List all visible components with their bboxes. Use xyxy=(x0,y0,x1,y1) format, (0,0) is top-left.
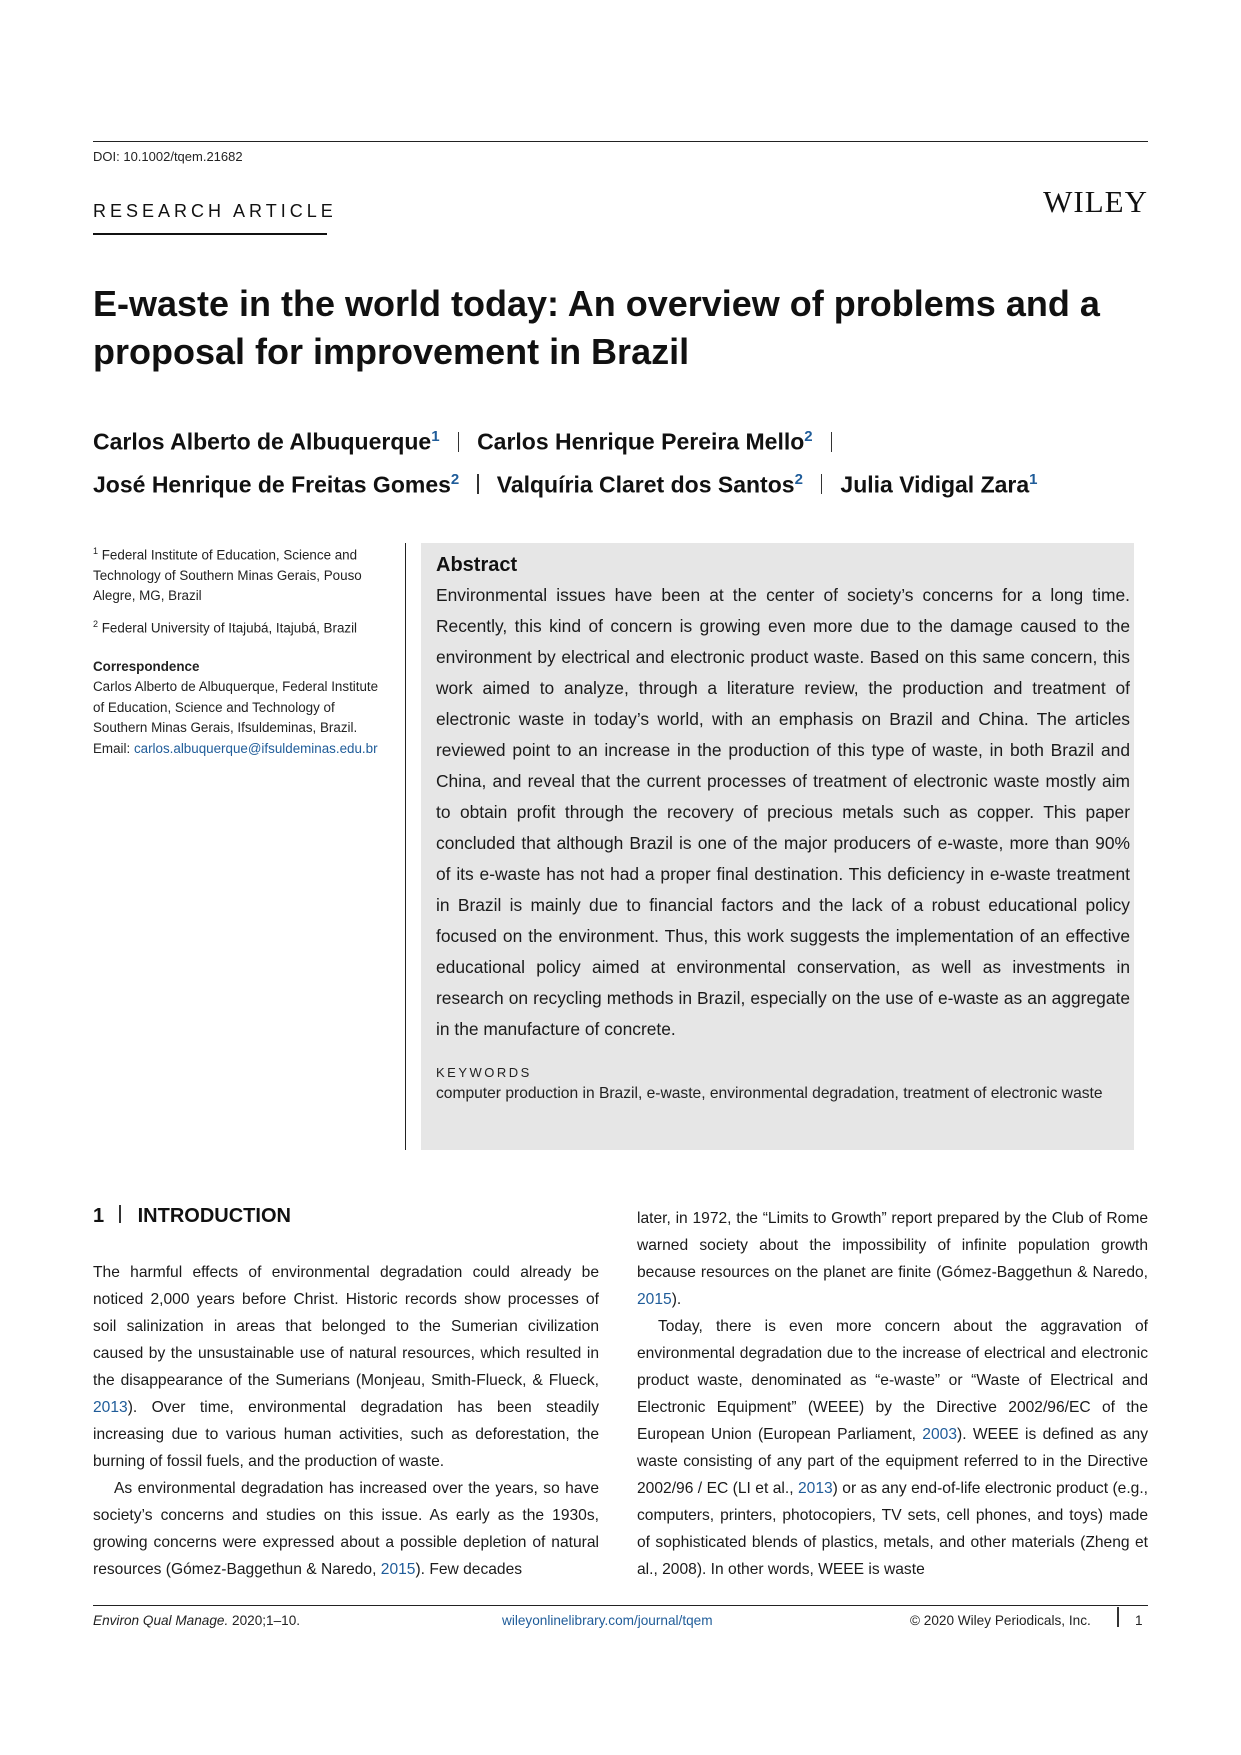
journal-volume: 2020;1–10. xyxy=(228,1613,301,1628)
section-separator xyxy=(119,1205,121,1223)
abstract-divider xyxy=(405,543,406,1150)
affiliation-1 xyxy=(93,541,385,607)
email-link[interactable]: carlos.albuquerque@ifsuldeminas.edu.br xyxy=(133,740,378,756)
abstract-heading: Abstract xyxy=(436,554,518,576)
author-separator xyxy=(821,474,823,494)
affiliation-number: 2 xyxy=(93,618,99,629)
copyright: © 2020 Wiley Periodicals, Inc. xyxy=(910,1613,1091,1628)
article-type: RESEARCH ARTICLE xyxy=(93,201,337,221)
citation-link[interactable]: 2015 xyxy=(380,1561,416,1578)
author-affiliation-mark[interactable]: 1 xyxy=(1029,470,1038,488)
author-line-1 xyxy=(93,418,1153,461)
text-run: ) or as any end-of-life electronic product (e.g., computers, printers, photocopiers, TV sets, cell phones, and toys) made of sophisticated blends of plastics, metals, and other materials (Zheng et al., 2008). In other words, WEEE is waste xyxy=(637,1480,1148,1578)
text-run: Today, there is even more concern about the aggravation of environmental degradation due to the increase of electrical and electronic product waste, denominated as “e-waste” or “Waste of Electrical and Electronic Equipment” (WEEE) by the Directive 2002/96/EC of the European Union (European Parliament, xyxy=(637,1318,1148,1443)
author-list xyxy=(93,418,1153,503)
paper-title xyxy=(93,280,1153,376)
affiliation-2 xyxy=(93,614,385,639)
abstract-text: Environmental issues have been at the center of society’s concerns for a long time. Recently, this kind of concern is growing even more due to the damage caused to the environment by electrical and electronic product waste. Based on this same concern, this work aimed to analyze, through a literature review, the production and treatment of electronic waste in today’s world, with an emphasis on Brazil and China. The articles reviewed point to an increase in the production of this type of waste, in both Brazil and China, and reveal that the current processes of treatment of electronic waste mostly aim to obtain profit through the recovery of precious metals such as copper. This paper concluded that although Brazil is one of the major producers of e-waste, more than 90% of its e-waste has not had a proper final destination. This deficiency in e-waste treatment in Brazil is mainly due to financial factors and the lack of a robust educational policy focused on the environment. Thus, this work suggests the implementation of an effective educational policy aimed at environmental conservation, as well as investments in research on recycling methods in Brazil, especially on the use of e-waste as an aggregate in the manufacture of concrete. xyxy=(436,585,1130,1039)
author-name[interactable]: José Henrique de Freitas Gomes xyxy=(93,471,451,498)
author-affiliation-mark[interactable]: 2 xyxy=(450,470,460,488)
paragraph xyxy=(637,1313,1148,1583)
correspondence-text xyxy=(93,677,385,759)
affiliation-number: 1 xyxy=(93,546,99,556)
journal-name: Environ Qual Manage. xyxy=(93,1613,229,1628)
correspondence-address: Carlos Alberto de Albuquerque, Federal Institute of Education, Science and Technology of Southern Minas Gerais, Ifsuldeminas, Brazil. xyxy=(93,679,379,736)
footer-journal xyxy=(93,1613,300,1628)
top-rule xyxy=(93,141,1148,142)
publisher-logo: WILEY xyxy=(1043,184,1148,219)
paragraph xyxy=(637,1205,1148,1313)
citation-link[interactable]: 2013 xyxy=(93,1399,128,1416)
body-right-column xyxy=(637,1205,1148,1583)
section-number: 1 xyxy=(93,1205,105,1227)
title-line-1: E-waste in the world today: An overview of problems and a xyxy=(93,283,1100,324)
citation-link[interactable]: 2013 xyxy=(797,1480,833,1497)
author-affiliation-mark[interactable]: 1 xyxy=(431,428,440,445)
title-line-2: proposal for improvement in Brazil xyxy=(93,331,690,372)
paragraph xyxy=(93,1259,599,1475)
body-left-column xyxy=(93,1259,599,1583)
text-run: later, in 1972, the “Limits to Growth” report prepared by the Club of Rome warned society about the impossibility of infinite population growth because resources on the planet are finite (Gómez-Baggethun & Naredo, xyxy=(637,1210,1148,1281)
author-separator xyxy=(831,432,833,452)
abstract-box xyxy=(421,543,1134,1150)
paragraph xyxy=(93,1475,599,1583)
text-run: As environmental degradation has increased over the years, so have society’s concerns and studies on this issue. As early as the 1930s, growing concerns were expressed about a possible depletion of natural resources (Gómez-Baggethun & Naredo, xyxy=(93,1480,599,1578)
author-separator xyxy=(477,474,479,494)
text-run: ). WEEE is defined as any waste consisting of any part of the equipment referred to in the Directive 2002/96 / EC (LI et al., xyxy=(637,1426,1149,1497)
text-run: ). Over time, environmental degradation has been steadily increasing due to various human activities, such as deforestation, the burning of fossil fuels, and the production of waste. xyxy=(93,1399,599,1470)
keywords-heading: KEYWORDS xyxy=(436,1065,532,1080)
text-run: ). Few decades xyxy=(415,1561,523,1578)
email-label: Email: xyxy=(93,740,134,756)
text-run: ). xyxy=(671,1291,682,1308)
footer-rule xyxy=(93,1605,1148,1606)
footer-separator xyxy=(1117,1607,1119,1627)
author-name[interactable]: Valquíria Claret dos Santos xyxy=(496,471,795,498)
journal-url-link[interactable]: wileyonlinelibrary.com/journal/tqem xyxy=(502,1613,713,1628)
author-name[interactable]: Carlos Alberto de Albuquerque xyxy=(93,428,432,455)
doi[interactable]: DOI: 10.1002/tqem.21682 xyxy=(93,149,243,164)
text-run: The harmful effects of environmental degradation could already be noticed 2,000 years before Christ. Historic records show processes of soil salinization in areas that belonged to the Sumerian civilization caused by the unsustainable use of natural resources, which resulted in the disappearance of the Sumerians (Monjeau, Smith-Flueck, & Flueck, xyxy=(93,1264,599,1389)
author-affiliation-mark[interactable]: 2 xyxy=(804,428,813,445)
author-name[interactable]: Julia Vidigal Zara xyxy=(840,471,1030,498)
affiliations-sidebar xyxy=(93,541,385,766)
author-separator xyxy=(458,432,460,452)
affiliation-text: Federal University of Itajubá, Itajubá, Brazil xyxy=(101,620,358,636)
section-title: INTRODUCTION xyxy=(137,1205,291,1227)
author-affiliation-mark[interactable]: 2 xyxy=(794,470,803,488)
page-number: 1 xyxy=(1135,1613,1143,1628)
author-name[interactable]: Carlos Henrique Pereira Mello xyxy=(477,428,805,455)
citation-link[interactable]: 2003 xyxy=(922,1426,957,1443)
keywords-text: computer production in Brazil, e-waste, environmental degradation, treatment of electronic waste xyxy=(436,1085,1103,1102)
correspondence-heading: Correspondence xyxy=(93,658,200,674)
affiliation-text: Federal Institute of Education, Science and Technology of Southern Minas Gerais, Pouso Alegre, MG, Brazil xyxy=(93,547,362,604)
citation-link[interactable]: 2015 xyxy=(637,1291,672,1308)
author-line-2 xyxy=(93,461,1153,504)
article-type-underline xyxy=(93,233,327,235)
section-heading xyxy=(93,1205,291,1228)
